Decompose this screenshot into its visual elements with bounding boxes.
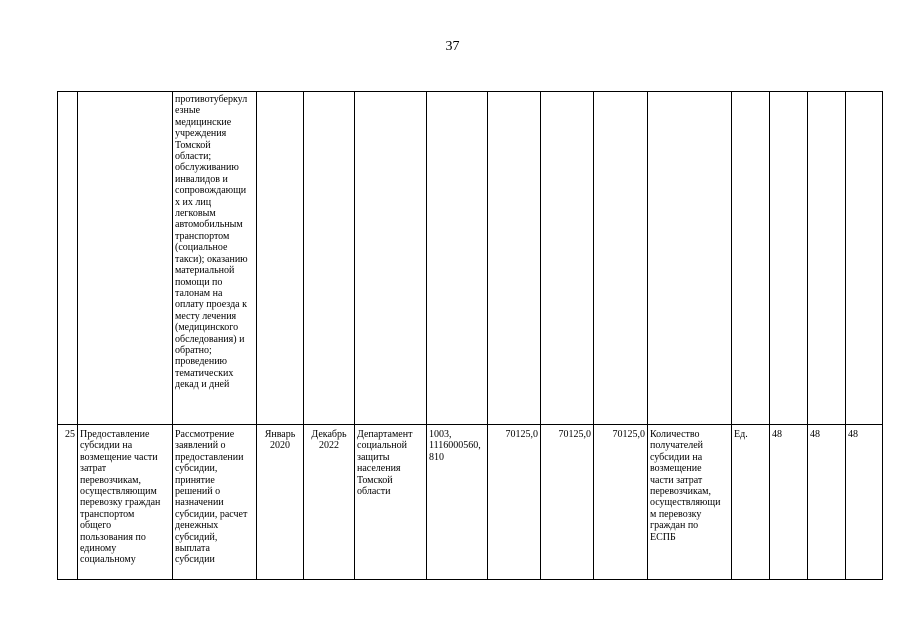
measure-name-cell bbox=[78, 92, 173, 425]
indicator-cell bbox=[648, 92, 732, 425]
amount-cell-1 bbox=[488, 92, 541, 425]
table-row bbox=[58, 92, 883, 425]
activity-cell: противотуберкул езные медицинские учреждения Томской области; обслуживанию инвалидов и сопровождающи х их лиц легковым автомобильным транспортом (социальное такси); оказанию материальной помощи по талонам на оплату проезда к месту лечения (медицинского обследования) и обратно; проведению тематических декад и дней bbox=[173, 92, 257, 425]
value-cell-2 bbox=[808, 92, 846, 425]
end-date-cell bbox=[304, 92, 355, 425]
start-date-cell bbox=[257, 92, 304, 425]
end-date-cell: Декабрь 2022 bbox=[304, 425, 355, 580]
budget-code-cell: 1003, 1116000560, 810 bbox=[427, 425, 488, 580]
value-cell-1 bbox=[770, 92, 808, 425]
amount-cell-2: 70125,0 bbox=[541, 425, 594, 580]
measure-name-cell: Предоставление субсидии на возмещение части затрат перевозчикам, осуществляющим перевозку граждан транспортом общего пользования по единому социальному bbox=[78, 425, 173, 580]
amount-cell-3 bbox=[594, 92, 648, 425]
start-date-cell: Январь 2020 bbox=[257, 425, 304, 580]
page-number: 37 bbox=[445, 39, 460, 54]
unit-cell: Ед. bbox=[732, 425, 770, 580]
unit-cell bbox=[732, 92, 770, 425]
executor-cell bbox=[355, 92, 427, 425]
executor-cell: Департамент социальной защиты населения Томской области bbox=[355, 425, 427, 580]
value-cell-2: 48 bbox=[808, 425, 846, 580]
value-cell-3 bbox=[846, 92, 883, 425]
program-table bbox=[57, 91, 883, 580]
value-cell-3: 48 bbox=[846, 425, 883, 580]
table-row bbox=[58, 425, 883, 580]
row-number-cell bbox=[58, 92, 78, 425]
budget-code-cell bbox=[427, 92, 488, 425]
value-cell-1: 48 bbox=[770, 425, 808, 580]
amount-cell-1: 70125,0 bbox=[488, 425, 541, 580]
indicator-cell: Количество получателей субсидии на возмещение части затрат перевозчикам, осуществляющи м перевозку граждан по ЕСПБ bbox=[648, 425, 732, 580]
activity-cell: Рассмотрение заявлений о предоставлении субсидии, принятие решений о назначении субсидии, расчет денежных субсидий, выплата субсидии bbox=[173, 425, 257, 580]
amount-cell-3: 70125,0 bbox=[594, 425, 648, 580]
amount-cell-2 bbox=[541, 92, 594, 425]
row-number-cell: 25 bbox=[58, 425, 78, 580]
